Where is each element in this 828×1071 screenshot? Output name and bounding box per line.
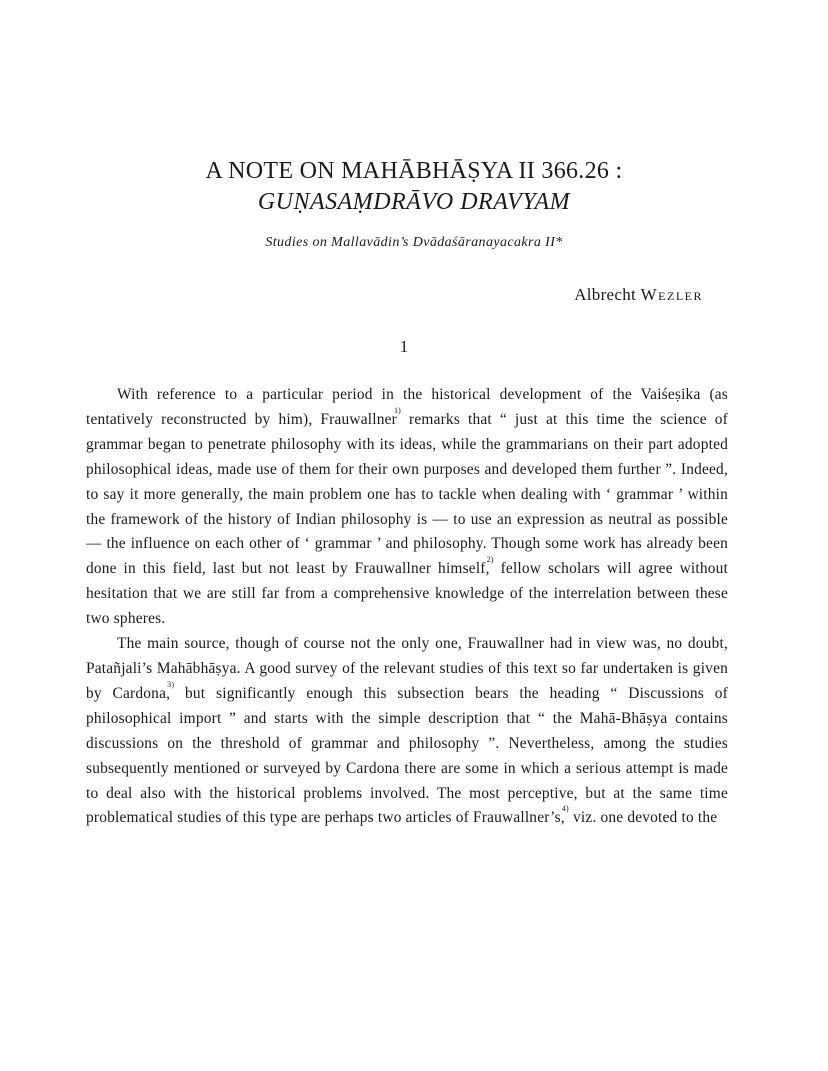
paragraph-1-text-c: fellow scholars will agree without hesitation that we are still far from a comprehensive knowledge of the interrelation between these two spheres. [86, 560, 728, 628]
author-last-name: Wezler [640, 285, 703, 304]
article-title: A NOTE ON MAHĀBHĀṢYA II 366.26 : [205, 158, 623, 184]
paragraph-2-text-c: viz. one devoted to the [568, 809, 718, 827]
series-subtitle: Studies on Mallavādin’s Dvādaśāranayacakra II* [265, 235, 563, 250]
article-body [86, 383, 728, 831]
footnote-ref-3[interactable]: 3) [167, 679, 175, 689]
paragraph-2-text-a: The main source, though of course not the only one, Frauwallner had in view was, no doubt, Patañjali’s Mahābhāṣya. A good survey of the relevant studies of this text so far undertaken is given by Cardona, [86, 635, 728, 702]
author-name [574, 284, 703, 306]
section-number [0, 336, 828, 358]
footnote-ref-2[interactable]: 2) [486, 555, 494, 565]
section-number-label: 1 [399, 337, 409, 356]
paragraph-1-text-a: With reference to a particular period in the historical development of the Vaiśeṣika (as tentatively reconstructed by him), Frauwallner [86, 386, 728, 428]
paragraph-2 [86, 632, 728, 831]
paragraph-1 [86, 383, 728, 632]
author-first-name: Albrecht [574, 285, 637, 304]
paragraph-2-text-b: but significantly enough this subsection bears the heading “ Discussions of philosophical import ” and starts with the simple description that “ the Mahā-Bhāṣya contains discussions on the threshold of grammar and philosophy ”. Nevertheless, among the studies subsequently mentioned or surveyed by Cardona there are some in which a serious attempt is made to deal also with the historical problems involved. The most perceptive, but at the same time problematical studies of this type are perhaps two articles of Frauwallner’s, [86, 684, 728, 827]
paragraph-1-text-b: remarks that “ just at this time the science of grammar began to penetrate philosophy with its ideas, while the grammarians on their part adopted philosophical ideas, made use of them for their own purposes and developed them further ”. Indeed, to say it more generally, the main problem one has to tackle when dealing with ‘ grammar ’ within the framework of the history of Indian philosophy is — to use an expression as neutral as possible — the influence on each other of ‘ grammar ’ and philosophy. Though some work has already been done in this field, last but not least by Frauwallner himself, [86, 410, 728, 578]
footnote-ref-1[interactable]: 1) [393, 405, 402, 415]
footnote-ref-4[interactable]: 4) [561, 804, 569, 814]
article-subtitle: GUṆASAṂDRĀVO DRAVYAM [257, 189, 571, 215]
